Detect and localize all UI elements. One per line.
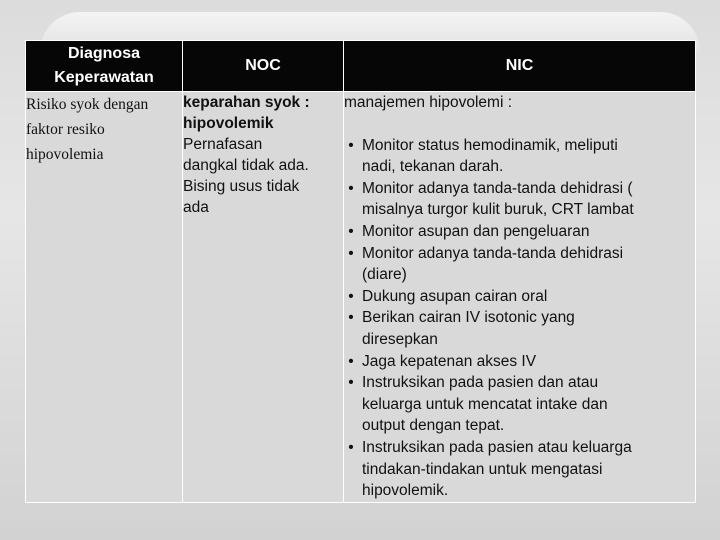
bullet-icon: • — [348, 222, 354, 240]
nic-cell — [344, 92, 696, 503]
nic-item-line: Monitor status hemodinamik, meliputi — [362, 136, 618, 154]
bullet-icon: • — [348, 136, 354, 154]
nic-list-item — [344, 372, 695, 437]
nic-list-item — [344, 351, 695, 373]
noc-cell — [183, 92, 344, 503]
nic-item-line: keluarga untuk mencatat intake dan — [362, 395, 608, 413]
nic-list-item — [344, 243, 695, 286]
bullet-icon: • — [348, 374, 354, 392]
nursing-care-table — [25, 40, 696, 503]
noc-item: Pernafasan — [183, 136, 263, 153]
nic-item-line: Jaga kepatenan akses IV — [362, 352, 537, 370]
noc-heading-line: keparahan syok : — [183, 94, 310, 111]
bullet-icon: • — [348, 287, 354, 305]
header-nic: NIC — [344, 41, 696, 92]
nic-item-line: tindakan-tindakan untuk mengatasi — [362, 460, 603, 478]
nic-item-line: diresepkan — [362, 330, 438, 348]
nic-list-item — [344, 221, 695, 243]
table-header-row — [26, 41, 696, 92]
nic-item-line: Berikan cairan IV isotonic yang — [362, 309, 575, 327]
nic-item-line: Dukung asupan cairan oral — [362, 287, 548, 305]
header-diagnosa-line1: Diagnosa — [67, 45, 140, 62]
diagnosa-line: hipovolemia — [26, 146, 104, 163]
nic-item-line: hipovolemik. — [362, 482, 449, 500]
bullet-icon: • — [348, 438, 354, 456]
bullet-icon: • — [348, 352, 354, 370]
diagnosa-line: faktor resiko — [26, 121, 105, 138]
header-diagnosa — [26, 41, 183, 92]
nic-list-item — [344, 437, 695, 502]
noc-item: ada — [183, 199, 209, 216]
nic-heading: manajemen hipovolemi : — [344, 94, 513, 111]
nic-list-item — [344, 307, 695, 350]
nic-item-line: nadi, tekanan darah. — [362, 158, 504, 176]
bullet-icon: • — [348, 244, 354, 262]
nic-list-item — [344, 135, 695, 178]
noc-heading-line: hipovolemik — [183, 115, 274, 132]
noc-item: dangkal tidak ada. — [183, 157, 309, 174]
diagnosa-line: Risiko syok dengan — [26, 96, 149, 113]
diagnosa-cell — [26, 92, 183, 503]
nic-item-line: Monitor adanya tanda-tanda dehidrasi ( — [362, 179, 633, 197]
nic-item-line: (diare) — [362, 266, 407, 284]
bullet-icon: • — [348, 179, 354, 197]
nic-item-line: output dengan tepat. — [362, 417, 505, 435]
table-row — [26, 92, 696, 503]
nic-list-item — [344, 178, 695, 221]
bullet-icon: • — [348, 309, 354, 327]
nic-item-line: Monitor asupan dan pengeluaran — [362, 222, 590, 240]
nic-item-line: Monitor adanya tanda-tanda dehidrasi — [362, 244, 624, 262]
nic-list-item — [344, 286, 695, 308]
nic-item-line: Instruksikan pada pasien atau keluarga — [362, 438, 632, 456]
nic-item-line: misalnya turgor kulit buruk, CRT lambat — [362, 201, 634, 219]
nic-item-line: Instruksikan pada pasien dan atau — [362, 374, 599, 392]
header-diagnosa-line2: Keperawatan — [54, 69, 154, 86]
nic-list — [344, 135, 695, 502]
noc-item: Bising usus tidak — [183, 178, 300, 195]
header-noc: NOC — [183, 41, 344, 92]
